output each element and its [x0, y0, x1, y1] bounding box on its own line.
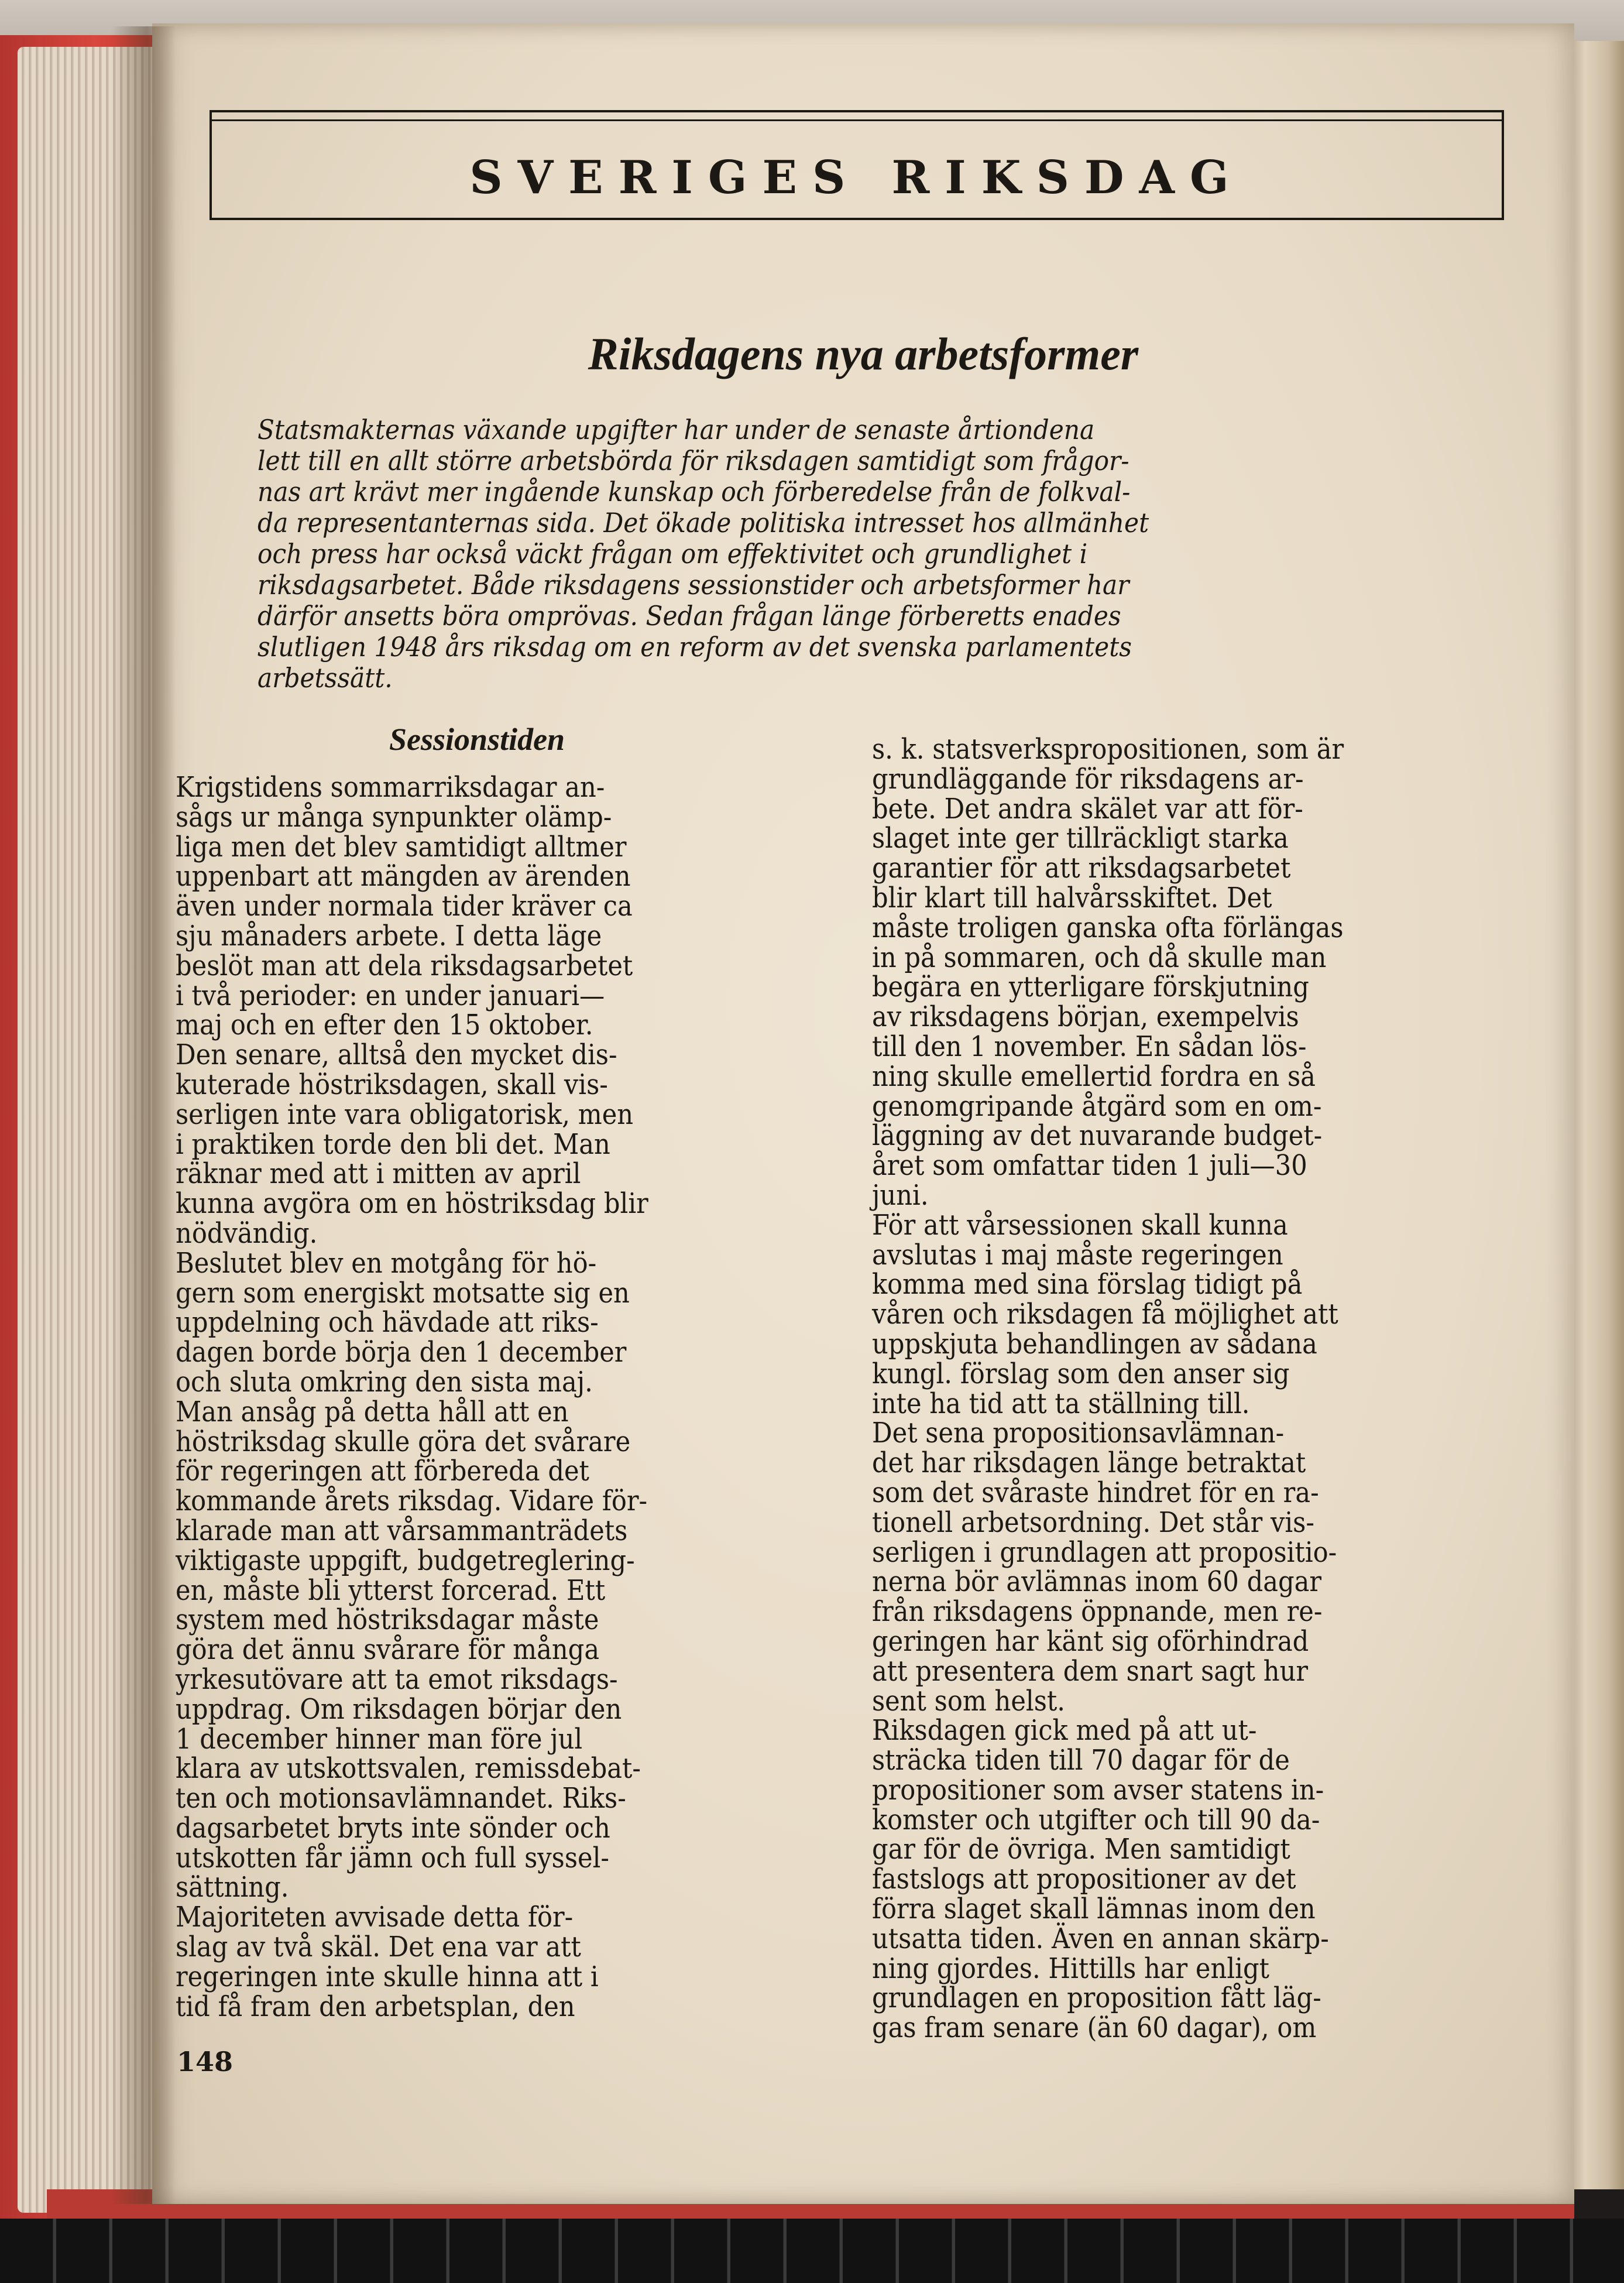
intro-line: slutligen 1948 års riksdag om en reform av det svenska parlamentets	[257, 631, 1132, 663]
masthead-box	[210, 110, 1504, 220]
article-intro	[257, 414, 1501, 694]
left-column-line: viktigaste uppgift, budgetreglering-	[176, 1544, 635, 1577]
right-column-line: bete. Det andra skälet var att för-	[872, 792, 1303, 825]
right-column-line: serligen i grundlagen att propositio-	[872, 1535, 1337, 1569]
right-column-line: För att vårsessionen skall kunna	[872, 1208, 1288, 1242]
gutter-shadow	[111, 26, 176, 2204]
background-bottom	[0, 2219, 1624, 2283]
right-column-line: utsatta tiden. Även en annan skärp-	[872, 1922, 1329, 1955]
next-page-edge	[1568, 41, 1624, 2189]
right-column-line: slaget inte ger tillräckligt starka	[872, 822, 1289, 855]
right-column-line: grundlagen en proposition fått läg-	[872, 1982, 1321, 2015]
right-column-line: s. k. statsverkspropositionen, som är	[872, 733, 1344, 766]
left-column-line: göra det ännu svårare för många	[176, 1633, 600, 1667]
intro-line: da representanternas sida. Det ökade politiska intresset hos allmänhet	[257, 507, 1149, 539]
intro-line: nas art krävt mer ingående kunskap och förberedelse från de folkval-	[257, 476, 1131, 508]
left-column-line: Majoriteten avvisade detta för-	[176, 1901, 574, 1934]
left-column-line: regeringen inte skulle hinna att i	[176, 1960, 599, 1993]
left-column-line: nödvändig.	[176, 1216, 318, 1250]
left-column-line: liga men det blev samtidigt alltmer	[176, 830, 627, 863]
left-column-line: i två perioder: en under januari—	[176, 979, 605, 1012]
left-column-line: Man ansåg på detta håll att en	[176, 1395, 569, 1428]
right-column-line: avslutas i maj måste regeringen	[872, 1238, 1283, 1271]
left-column-line: system med höstriksdagar måste	[176, 1603, 599, 1637]
right-column-line: juni.	[872, 1178, 929, 1212]
right-column-line: förra slaget skall lämnas inom den	[872, 1893, 1316, 1926]
right-column-line: blir klart till halvårsskiftet. Det	[872, 881, 1272, 914]
page-number: 148	[177, 2046, 234, 2078]
right-column-line: Det sena propositionsavlämnan-	[872, 1417, 1285, 1450]
right-column-line: som det svåraste hindret för en ra-	[872, 1476, 1319, 1509]
left-column-line: i praktiken torde den bli det. Man	[176, 1127, 610, 1161]
right-column-line: inte ha tid att ta ställning till.	[872, 1387, 1250, 1420]
left-column-line: och sluta omkring den sista maj.	[176, 1365, 593, 1398]
right-column-line: våren och riksdagen få möjlighet att	[872, 1298, 1338, 1331]
right-column-line: till den 1 november. En sådan lös-	[872, 1030, 1307, 1063]
left-column-line: ten och motionsavlämnandet. Riks-	[176, 1782, 626, 1815]
right-column-line: året som omfattar tiden 1 juli—30	[872, 1149, 1307, 1182]
right-column-line: gas fram senare (än 60 dagar), om	[872, 2011, 1317, 2045]
left-column	[176, 773, 797, 2021]
left-column-line: även under normala tider kräver ca	[176, 890, 633, 923]
left-column-line: 1 december hinner man före jul	[176, 1722, 583, 1756]
left-column-line: maj och en efter den 15 oktober.	[176, 1009, 593, 1042]
right-column-line: läggning av det nuvarande budget-	[872, 1119, 1323, 1153]
intro-line: lett till en allt större arbetsbörda för riksdagen samtidigt som frågor-	[257, 445, 1129, 477]
right-column-line: sträcka tiden till 70 dagar för de	[872, 1744, 1290, 1777]
right-column-line: tionell arbetsordning. Det står vis-	[872, 1506, 1314, 1539]
right-column-line: sent som helst.	[872, 1684, 1065, 1718]
left-column-line: slag av två skäl. Det ena var att	[176, 1931, 581, 1964]
left-column-line: kunna avgöra om en höstriksdag blir	[176, 1187, 648, 1221]
left-column-line: dagen borde börja den 1 december	[176, 1336, 627, 1369]
right-column-line: komster och utgifter och till 90 da-	[872, 1803, 1320, 1836]
right-column-line: komma med sina förslag tidigt på	[872, 1268, 1303, 1301]
left-column-line: höstriksdag skulle göra det svårare	[176, 1425, 631, 1458]
left-column-line: sju månaders arbete. I detta läge	[176, 919, 602, 952]
section-heading: Sessionstiden	[389, 722, 565, 757]
right-column-line: från riksdagens öppnande, men re-	[872, 1595, 1323, 1629]
intro-line: och press har också väckt frågan om effektivitet och grundlighet i	[257, 538, 1088, 570]
left-column-line: uppdelning och hävdade att riks-	[176, 1306, 599, 1339]
right-column-line: ning gjordes. Hittills har enligt	[872, 1952, 1269, 1985]
intro-line: därför ansetts böra omprövas. Sedan frågan länge förberetts enades	[257, 600, 1121, 632]
right-column-line: fastslogs att propositioner av det	[872, 1863, 1296, 1896]
article-title: Riksdagens nya arbetsformer	[588, 328, 1139, 379]
right-column-line: att presentera dem snart sagt hur	[872, 1654, 1309, 1688]
left-column-line: serligen inte vara obligatorisk, men	[176, 1098, 634, 1131]
left-column-line: sågs ur många synpunkter olämp-	[176, 800, 612, 834]
left-column-line: uppdrag. Om riksdagen börjar den	[176, 1692, 622, 1726]
left-column-line: klara av utskottsvalen, remissdebat-	[176, 1752, 641, 1785]
right-column-line: garantier för att riksdagsarbetet	[872, 852, 1291, 885]
right-column-line: propositioner som avser statens in-	[872, 1773, 1324, 1806]
left-column-line: yrkesutövare att ta emot riksdags-	[176, 1662, 618, 1696]
masthead-rule	[210, 119, 1504, 121]
left-column-line: gern som energiskt motsatte sig en	[176, 1276, 630, 1310]
left-column-line: Den senare, alltså den mycket dis-	[176, 1038, 617, 1072]
book-page	[152, 23, 1574, 2204]
left-column-line: utskotten får jämn och full syssel-	[176, 1841, 610, 1874]
right-column-line: av riksdagens början, exempelvis	[872, 1000, 1299, 1034]
intro-line: arbetssätt.	[257, 662, 393, 694]
right-column-line: begära en ytterligare förskjutning	[872, 971, 1309, 1004]
right-column	[872, 735, 1504, 2043]
right-column-line: kungl. förslag som den anser sig	[872, 1357, 1290, 1390]
right-column-line: måste troligen ganska ofta förlängas	[872, 911, 1344, 944]
left-column-line: tid få fram den arbetsplan, den	[176, 1990, 575, 2023]
left-column-line: beslöt man att dela riksdagsarbetet	[176, 949, 633, 982]
left-column-line: uppenbart att mängden av ärenden	[176, 860, 631, 893]
right-column-line: Riksdagen gick med på att ut-	[872, 1714, 1257, 1747]
intro-line: riksdagsarbetet. Både riksdagens sessionstider och arbetsformer har	[257, 569, 1129, 601]
right-column-line: genomgripande åtgärd som en om-	[872, 1089, 1322, 1123]
right-column-line: in på sommaren, och då skulle man	[872, 941, 1327, 974]
right-column-line: geringen har känt sig oförhindrad	[872, 1624, 1309, 1658]
left-column-line: kuterade höstriksdagen, skall vis-	[176, 1068, 608, 1101]
left-column-line: Beslutet blev en motgång för hö-	[176, 1246, 597, 1280]
left-column-line: dagsarbetet bryts inte sönder och	[176, 1811, 610, 1845]
right-column-line: det har riksdagen länge betraktat	[872, 1446, 1306, 1480]
left-column-line: en, måste bli ytterst forcerad. Ett	[176, 1574, 606, 1607]
left-column-line: Krigstidens sommarriksdagar an-	[176, 771, 605, 804]
intro-line: Statsmakternas växande upgifter har under de senaste årtiondena	[257, 414, 1095, 445]
left-column-line: sättning.	[176, 1871, 289, 1904]
masthead-title: SVERIGES RIKSDAG	[469, 151, 1244, 204]
left-column-line: räknar med att i mitten av april	[176, 1157, 581, 1191]
right-column-line: uppskjuta behandlingen av sådana	[872, 1327, 1317, 1360]
right-column-line: gar för de övriga. Men samtidigt	[872, 1833, 1290, 1866]
right-column-line: nerna bör avlämnas inom 60 dagar	[872, 1565, 1322, 1599]
left-column-line: för regeringen att förbereda det	[176, 1455, 589, 1488]
right-column-line: ning skulle emellertid fordra en så	[872, 1060, 1316, 1093]
left-column-line: kommande årets riksdag. Vidare för-	[176, 1485, 648, 1518]
left-column-line: klarade man att vårsammanträdets	[176, 1514, 628, 1547]
right-column-line: grundläggande för riksdagens ar-	[872, 762, 1304, 796]
